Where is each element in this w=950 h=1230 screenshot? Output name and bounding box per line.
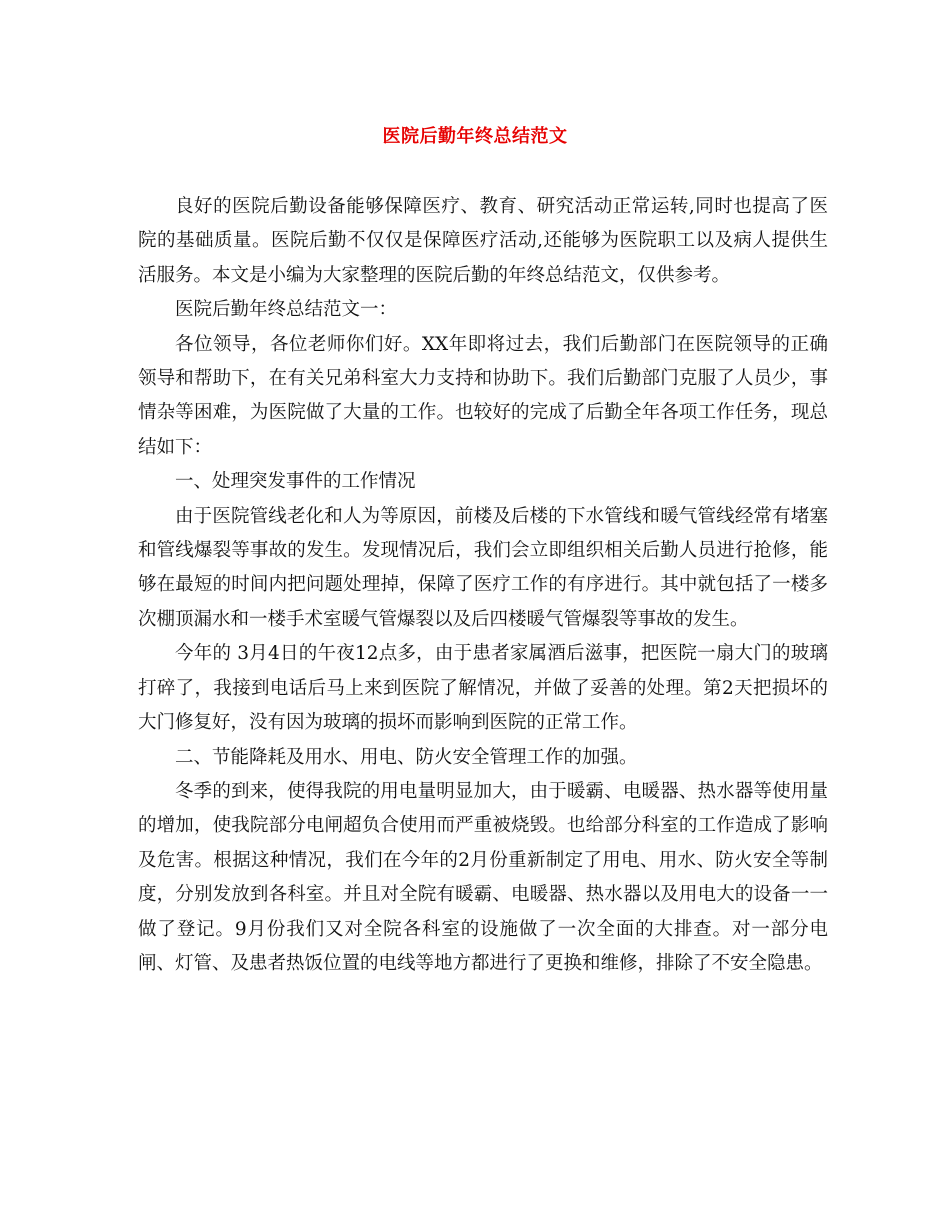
paragraph-emergency-glass: 今年的 3月4日的午夜12点多，由于患者家属酒后滋事，把医院一扇大门的玻璃打碎了，我接到电话后马上来到医院了解情况，并做了妥善的处理。第2天把损坏的大门修复好，没有因为玻璃的损坏而影响到医院的正常工作。 xyxy=(138,643,828,734)
document-title: 医院后勤年终总结范文 xyxy=(382,126,568,147)
section-heading-emergency: 一、处理突发事件的工作情况 xyxy=(175,471,416,493)
paragraph-energy-safety: 冬季的到来，使得我院的用电量明显加大，由于暖霸、电暖器、热水器等使用量的增加，使我院部分电闸超负合使用而严重被烧毁。也给部分科室的工作造成了影响及危害。根据这种情况，我们在今年的2月份重新制定了用电、用水、防火安全等制度，分别发放到各科室。并且对全院有暖霸、电暖器、热水器以及用电大的设备一一做了登记。9月份我们又对全院各科室的设施做了一次全面的大排查。对一部分电闸、灯管、及患者热饭位置的电线等地方都进行了更换和维修，排除了不安全隐患。 xyxy=(138,780,828,974)
paragraph-sample-heading: 医院后勤年终总结范文一： xyxy=(175,299,398,321)
paragraph-greeting: 各位领导，各位老师你们好。XX年即将过去，我们后勤部门在医院领导的正确领导和帮助下，在有关兄弟科室大力支持和协助下。我们后勤部门克服了人员少，事情杂等困难，为医院做了大量的工作。也较好的完成了后勤全年各项工作任务，现总结如下： xyxy=(138,333,828,458)
paragraph-intro: 良好的医院后勤设备能够保障医疗、教育、研究活动正常运转,同时也提高了医院的基础质量。医院后勤不仅仅是保障医疗活动,还能够为医院职工以及病人提供生活服务。本文是小编为大家整理的医院后勤的年终总结范文，仅供参考。 xyxy=(138,196,828,286)
document-body xyxy=(138,190,828,981)
paragraph-emergency-pipes: 由于医院管线老化和人为等原因，前楼及后楼的下水管线和暖气管线经常有堵塞和管线爆裂等事故的发生。发现情况后，我们会立即组织相关后勤人员进行抢修，能够在最短的时间内把问题处理掉，保障了医疗工作的有序进行。其中就包括了一楼多次棚顶漏水和一楼手术室暖气管爆裂以及后四楼暖气管爆裂等事故的发生。 xyxy=(138,505,828,630)
section-heading-energy: 二、节能降耗及用水、用电、防火安全管理工作的加强。 xyxy=(175,746,638,768)
